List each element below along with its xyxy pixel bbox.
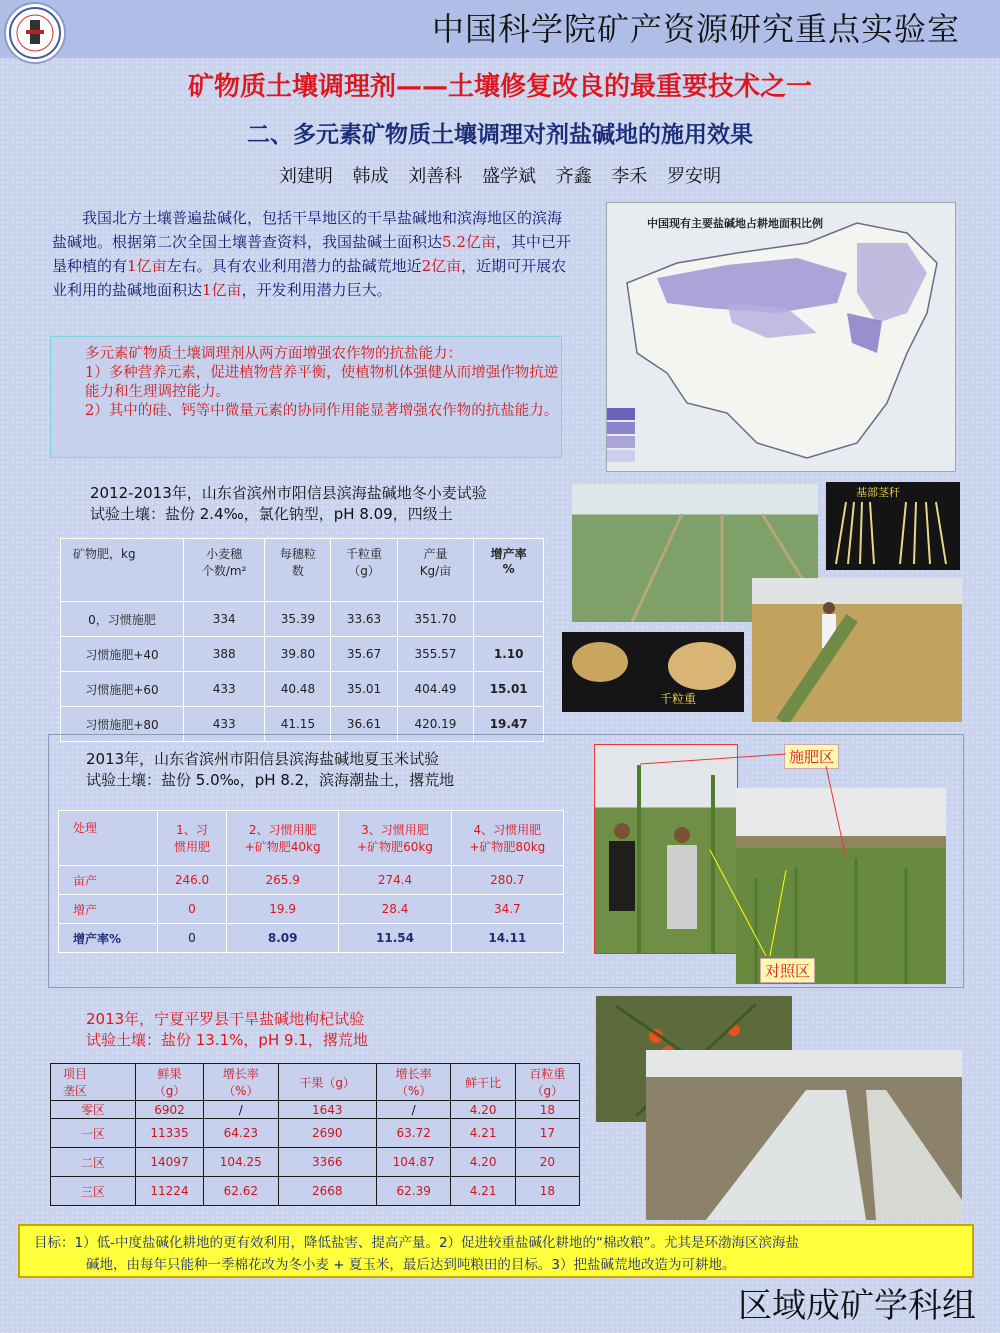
table-cell: 63.72 <box>376 1119 451 1148</box>
table-cell: 18 <box>515 1101 579 1119</box>
fertilized-zone-label: 施肥区 <box>784 744 839 769</box>
table-cell: 62.39 <box>376 1177 451 1206</box>
table-row <box>59 924 564 953</box>
table-cell: 4.21 <box>451 1119 515 1148</box>
table-cell: 404.49 <box>397 672 474 707</box>
header-cell: 产量 Kg/亩 <box>397 539 474 602</box>
table-cell: 19.47 <box>474 707 544 742</box>
table-cell: 34.7 <box>451 895 563 924</box>
table-cell: 420.19 <box>397 707 474 742</box>
corner-top: 项目 <box>63 1067 88 1081</box>
corner-cell <box>51 1064 136 1101</box>
table-cell: 15.01 <box>474 672 544 707</box>
table-cell: 351.70 <box>397 602 474 637</box>
table-cell <box>474 602 544 637</box>
table-cell: 35.01 <box>331 672 397 707</box>
table-cell: 4.20 <box>451 1101 515 1119</box>
wheat-farmer-photo <box>752 578 962 722</box>
table-cell: 11224 <box>136 1177 204 1206</box>
benefits-lead: 多元素矿物质土壤调理剂从两方面增强农作物的抗盐能力： <box>85 346 462 362</box>
table-row <box>59 895 564 924</box>
table-cell: 280.7 <box>451 866 563 895</box>
table-row <box>51 1148 580 1177</box>
table-row <box>59 866 564 895</box>
table-cell: 104.25 <box>204 1148 279 1177</box>
goal-line-1: 目标：1）低-中度盐碱化耕地的更有效利用，降低盐害、提高产量。2）促进较重盐碱化耕地的“棉改粮”。尤其是环渤海区滨海盐 <box>34 1235 800 1251</box>
wheat-exp-soil: 试验土壤：盐份 2.4‰，氯化钠型，pH 8.09，四级土 <box>90 505 453 523</box>
corn-table <box>58 810 564 953</box>
table-cell: 2690 <box>278 1119 376 1148</box>
table-cell: 388 <box>184 637 265 672</box>
table-cell: / <box>376 1101 451 1119</box>
zone-pointer-lines <box>590 740 960 980</box>
poster-subtitle: 二、多元素矿物质土壤调理对剂盐碱地的施用效果 <box>247 122 753 148</box>
table-cell: 35.67 <box>331 637 397 672</box>
table-cell: 19.9 <box>227 895 339 924</box>
table-cell: 33.63 <box>331 602 397 637</box>
header-cell: 1、习 惯用肥 <box>158 811 227 866</box>
table-cell: 39.80 <box>265 637 331 672</box>
corner-bottom: 垄区 <box>63 1084 88 1098</box>
table-cell: 18 <box>515 1177 579 1206</box>
table-cell: 6902 <box>136 1101 204 1119</box>
table-cell: 增产 <box>59 895 158 924</box>
table-cell: 334 <box>184 602 265 637</box>
table-cell: 增产率% <box>59 924 158 953</box>
header-cell: 矿物肥，kg <box>61 539 184 602</box>
header-cell: 鲜果 （g） <box>136 1064 204 1101</box>
table-row <box>61 637 544 672</box>
header-cell: 鲜干比 <box>451 1064 515 1101</box>
table-cell: 274.4 <box>339 866 451 895</box>
header-cell: 百粒重 （g） <box>515 1064 579 1101</box>
table-cell: 246.0 <box>158 866 227 895</box>
institution-logo <box>4 2 66 64</box>
table-cell: 1.10 <box>474 637 544 672</box>
table-cell: 11.54 <box>339 924 451 953</box>
grain-weight-photo <box>562 632 744 712</box>
table-cell: 14097 <box>136 1148 204 1177</box>
table-cell: 433 <box>184 672 265 707</box>
header-cell: 千粒重 （g） <box>331 539 397 602</box>
control-zone-label: 对照区 <box>760 958 815 983</box>
header-cell: 4、习惯用肥 +矿物肥80kg <box>451 811 563 866</box>
table-row <box>51 1119 580 1148</box>
header-cell: 增长率 （%） <box>376 1064 451 1101</box>
wheat-table <box>60 538 544 742</box>
table-cell: 0 <box>158 924 227 953</box>
table-cell: 亩产 <box>59 866 158 895</box>
table-cell: 一区 <box>51 1119 136 1148</box>
table-cell: 8.09 <box>227 924 339 953</box>
table-cell: 28.4 <box>339 895 451 924</box>
table-cell: 2668 <box>278 1177 376 1206</box>
map-title: 中国现有主要盐碱地占耕地面积比例 <box>647 217 823 230</box>
table-cell: 0，习惯施肥 <box>61 602 184 637</box>
table-cell: 3366 <box>278 1148 376 1177</box>
table-cell: 4.20 <box>451 1148 515 1177</box>
table-row <box>61 672 544 707</box>
header-cell: 干果（g） <box>278 1064 376 1101</box>
table-row <box>61 602 544 637</box>
table-cell: 0 <box>158 895 227 924</box>
header-cell: 增长率 （%） <box>204 1064 279 1101</box>
goji-exp-soil: 试验土壤：盐份 13.1%，pH 9.1，撂荒地 <box>86 1031 368 1049</box>
wheat-exp-title: 2012-2013年，山东省滨州市阳信县滨海盐碱地冬小麦试验 <box>90 484 487 502</box>
table-cell: 41.15 <box>265 707 331 742</box>
goal-line-2: 碱地，由每年只能种一季棉花改为冬小麦 + 夏玉米，最后达到吨粮田的目标。3）把盐碱荒地改造为可耕地。 <box>86 1257 736 1273</box>
table-cell: 64.23 <box>204 1119 279 1148</box>
goji-exp-title: 2013年，宁夏平罗县干旱盐碱地枸杞试验 <box>86 1010 365 1028</box>
table-header-row <box>59 811 564 866</box>
table-cell: 355.57 <box>397 637 474 672</box>
table-cell: 习惯施肥+40 <box>61 637 184 672</box>
table-header-row <box>51 1064 580 1101</box>
header-cell: 2、习惯用肥 +矿物肥40kg <box>227 811 339 866</box>
table-cell: 433 <box>184 707 265 742</box>
table-cell: 36.61 <box>331 707 397 742</box>
table-cell: 三区 <box>51 1177 136 1206</box>
header-cell: 小麦穗 个数/m² <box>184 539 265 602</box>
corn-exp-title: 2013年，山东省滨州市阳信县滨海盐碱地夏玉米试验 <box>86 750 440 768</box>
header-cell: 每穗粒 数 <box>265 539 331 602</box>
table-cell: 20 <box>515 1148 579 1177</box>
table-row <box>51 1177 580 1206</box>
table-cell: 14.11 <box>451 924 563 953</box>
institution-name: 中国科学院矿产资源研究重点实验室 <box>431 10 960 48</box>
table-cell: 零区 <box>51 1101 136 1119</box>
goal-box <box>18 1224 974 1278</box>
goji-field-photo <box>646 1050 962 1220</box>
stem-photo-label: 基部茎秆 <box>856 486 900 499</box>
header-cell: 增产率 % <box>474 539 544 602</box>
research-group: 区域成矿学科组 <box>738 1286 976 1326</box>
grain-photo-label: 千粒重 <box>660 692 697 706</box>
saline-map-photo <box>606 202 956 472</box>
benefit-1: 1）多种营养元素，促进植物营养平衡，使植物机体强健从而增强作物抗逆能力和生理调控能力。 <box>85 365 559 400</box>
intro-paragraph: 我国北方土壤普遍盐碱化，包括干旱地区的干旱盐碱地和滨海地区的滨海盐碱地。根据第二次全国土壤普查资料，我国盐碱土面积达5.2亿亩，其中已开垦种植的有1亿亩左右。具有农业利用潜力的盐碱荒地近2亿亩，近期可开展农业利用的盐碱地面积达1亿亩，开发利用潜力巨大。 <box>52 209 571 299</box>
table-cell: 习惯施肥+60 <box>61 672 184 707</box>
table-cell: 104.87 <box>376 1148 451 1177</box>
table-cell: 二区 <box>51 1148 136 1177</box>
table-cell: 40.48 <box>265 672 331 707</box>
table-cell: 习惯施肥+80 <box>61 707 184 742</box>
header-cell: 3、习惯用肥 +矿物肥60kg <box>339 811 451 866</box>
table-header-row <box>61 539 544 602</box>
table-cell: 1643 <box>278 1101 376 1119</box>
poster-title: 矿物质土壤调理剂——土壤修复改良的最重要技术之一 <box>187 72 812 102</box>
table-row <box>51 1101 580 1119</box>
goji-table <box>50 1063 580 1206</box>
table-cell: / <box>204 1101 279 1119</box>
table-cell: 35.39 <box>265 602 331 637</box>
wheat-stem-photo <box>826 482 960 570</box>
table-cell: 4.21 <box>451 1177 515 1206</box>
table-cell: 17 <box>515 1119 579 1148</box>
corn-exp-soil: 试验土壤：盐份 5.0‰，pH 8.2，滨海潮盐土，撂荒地 <box>86 771 455 789</box>
benefits-box <box>50 336 562 458</box>
table-cell: 265.9 <box>227 866 339 895</box>
header-cell: 处理 <box>59 811 158 866</box>
authors: 刘建明 韩成 刘善科 盛学斌 齐鑫 李禾 罗安明 <box>278 166 722 187</box>
benefit-2: 2）其中的硅、钙等中微量元素的协同作用能显著增强农作物的抗盐能力。 <box>85 403 559 419</box>
table-cell: 11335 <box>136 1119 204 1148</box>
table-cell: 62.62 <box>204 1177 279 1206</box>
